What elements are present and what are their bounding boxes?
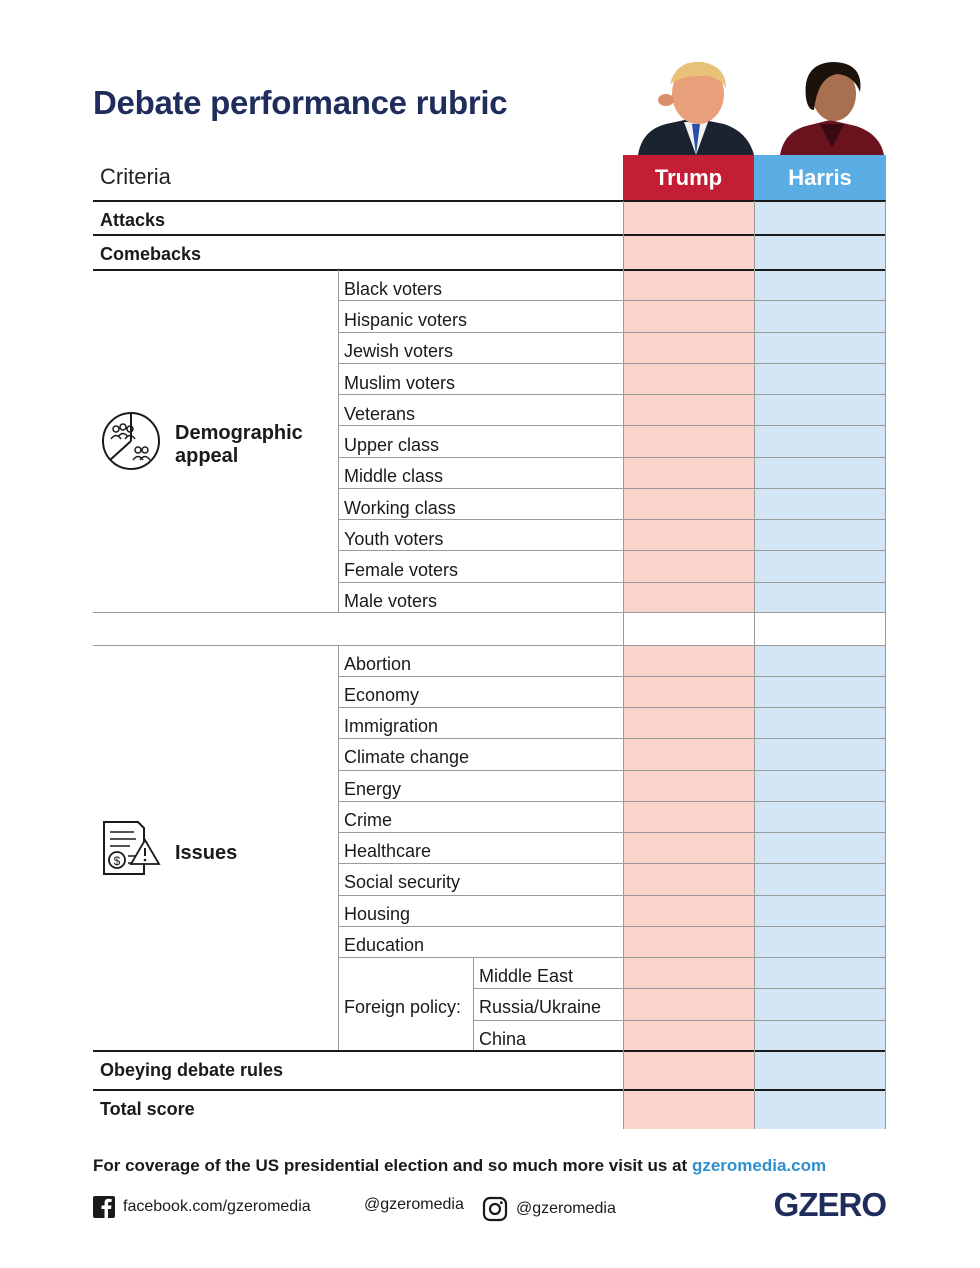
issue-item: Climate change	[344, 747, 470, 767]
twitter-handle[interactable]: @gzeromedia	[364, 1196, 464, 1213]
document-dollar-warning-icon	[100, 820, 162, 878]
demographic-item: Hispanic voters	[344, 310, 468, 330]
issue-item: Crime	[344, 810, 392, 830]
row-divider	[93, 200, 886, 202]
group-divider	[93, 612, 886, 613]
demographic-item: Upper class	[344, 435, 440, 455]
demographic-item: Black voters	[344, 279, 443, 299]
foreign-policy-label: Foreign policy:	[344, 997, 462, 1017]
harris-column-header: Harris	[754, 155, 886, 201]
harris-cell-issues-total[interactable]	[754, 645, 886, 1129]
website-link[interactable]: gzeromedia.com	[691, 1156, 827, 1175]
row-divider	[93, 1089, 886, 1091]
criteria-header: Criteria	[100, 164, 171, 189]
issue-item: Abortion	[344, 654, 412, 674]
demographic-item: Male voters	[344, 591, 438, 611]
trump-cell-attacks-comebacks[interactable]	[623, 201, 754, 613]
group-divider	[93, 645, 886, 646]
issue-item: Healthcare	[344, 841, 432, 861]
issue-item: Immigration	[344, 716, 439, 736]
row-label-total: Total score	[100, 1099, 195, 1119]
foreign-policy-item: Russia/Ukraine	[479, 997, 602, 1017]
gzero-logo: GZERO	[773, 1186, 886, 1223]
demographic-item: Veterans	[344, 404, 416, 424]
demographic-item: Muslim voters	[344, 373, 456, 393]
issue-item: Social security	[344, 872, 461, 892]
facebook-handle[interactable]: facebook.com/gzeromedia	[93, 1196, 311, 1218]
issue-item: Energy	[344, 779, 402, 799]
demographic-item: Youth voters	[344, 529, 444, 549]
trump-cell-issues-total[interactable]	[623, 645, 754, 1129]
demographic-pie-icon	[100, 410, 162, 472]
issue-item: Education	[344, 935, 425, 955]
trump-portrait	[636, 58, 754, 155]
issue-item: Economy	[344, 685, 420, 705]
facebook-icon	[93, 1196, 115, 1218]
footer-cta: For coverage of the US presidential election and so much more visit us at gzeromedia.com	[93, 1156, 827, 1175]
demographic-item: Jewish voters	[344, 341, 454, 361]
demographic-group-label: Demographic appeal	[175, 422, 303, 467]
svg-text:$: $	[113, 854, 121, 868]
row-divider	[93, 269, 886, 271]
row-divider	[93, 234, 886, 236]
demographic-item: Middle class	[344, 466, 444, 486]
instagram-icon	[482, 1196, 508, 1222]
row-label-obeying: Obeying debate rules	[100, 1060, 284, 1080]
harris-cell-attacks-comebacks[interactable]	[754, 201, 886, 613]
page-title: Debate performance rubric	[93, 84, 508, 121]
issue-item: Housing	[344, 904, 411, 924]
instagram-handle[interactable]: @gzeromedia	[482, 1196, 616, 1222]
foreign-policy-item: Middle East	[479, 966, 574, 986]
harris-portrait	[780, 58, 886, 155]
foreign-policy-item: China	[479, 1029, 527, 1049]
row-divider	[93, 1050, 886, 1052]
row-label-attacks: Attacks	[100, 210, 166, 230]
row-label-comebacks: Comebacks	[100, 244, 202, 264]
demographic-item: Working class	[344, 498, 456, 518]
issues-group-label: Issues	[175, 842, 238, 864]
trump-column-header: Trump	[623, 155, 754, 201]
demographic-item: Female voters	[344, 560, 459, 580]
